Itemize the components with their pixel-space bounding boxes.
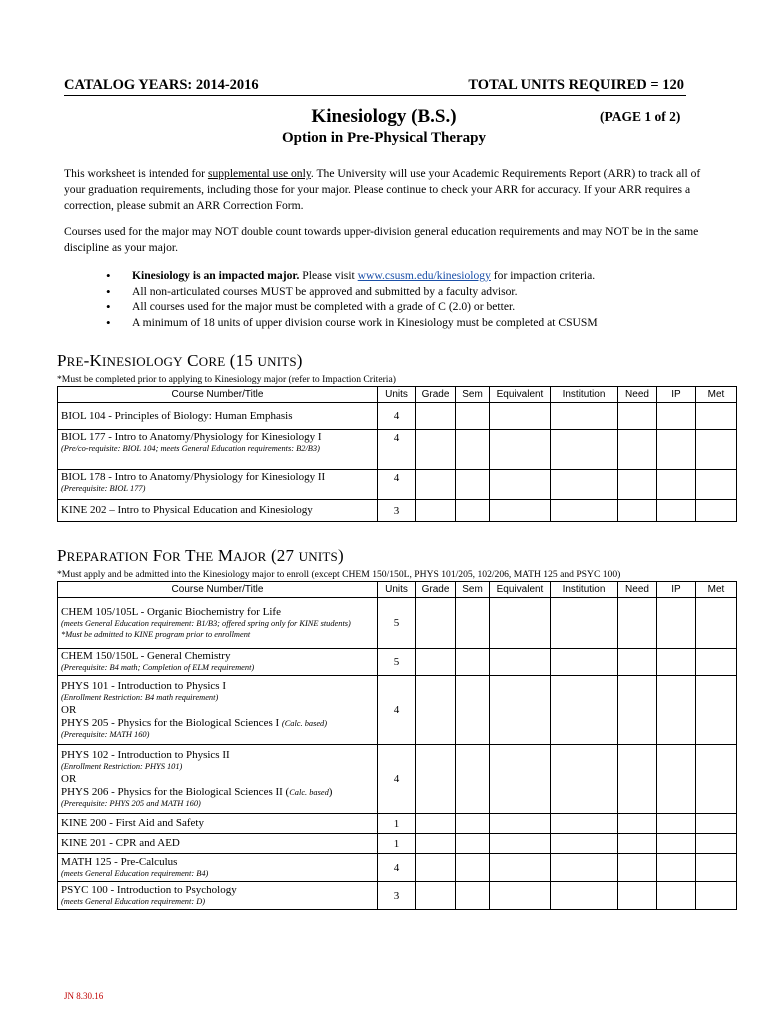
equivalent-cell[interactable] bbox=[490, 500, 551, 522]
prep-table bbox=[57, 581, 737, 910]
sem-cell[interactable] bbox=[456, 676, 490, 745]
sem-cell[interactable] bbox=[456, 430, 490, 470]
need-cell[interactable] bbox=[618, 854, 657, 882]
col-equivalent: Equivalent bbox=[490, 582, 551, 598]
intro-paragraph-1 bbox=[64, 166, 714, 214]
ip-cell[interactable] bbox=[657, 814, 696, 834]
core-table bbox=[57, 386, 737, 522]
equivalent-cell[interactable] bbox=[490, 430, 551, 470]
sem-cell[interactable] bbox=[456, 470, 490, 500]
met-cell[interactable] bbox=[696, 470, 737, 500]
met-cell[interactable] bbox=[696, 430, 737, 470]
equivalent-cell[interactable] bbox=[490, 403, 551, 430]
page-number: (PAGE 1 of 2) bbox=[600, 109, 681, 124]
table-row bbox=[58, 500, 737, 522]
equivalent-cell[interactable] bbox=[490, 598, 551, 649]
course-note: *Must be admitted to KINE program prior to enrollment bbox=[61, 629, 251, 639]
catalog-years: CATALOG YEARS: 2014-2016 bbox=[64, 77, 259, 93]
grade-cell[interactable] bbox=[416, 649, 456, 676]
units-cell: 1 bbox=[378, 814, 416, 834]
col-course: Course Number/Title bbox=[58, 387, 378, 403]
table-row bbox=[58, 854, 737, 882]
grade-cell[interactable] bbox=[416, 676, 456, 745]
course-name: KINE 200 - First Aid and Safety bbox=[61, 817, 204, 829]
units-cell: 3 bbox=[378, 882, 416, 910]
col-units: Units bbox=[378, 387, 416, 403]
col-met: Met bbox=[696, 582, 737, 598]
need-cell[interactable] bbox=[618, 814, 657, 834]
table-row bbox=[58, 676, 737, 745]
need-cell[interactable] bbox=[618, 403, 657, 430]
or-separator: OR bbox=[61, 772, 77, 785]
need-cell[interactable] bbox=[618, 676, 657, 745]
col-need: Need bbox=[618, 582, 657, 598]
met-cell[interactable] bbox=[696, 649, 737, 676]
met-cell[interactable] bbox=[696, 598, 737, 649]
course-cell bbox=[58, 500, 378, 522]
met-cell[interactable] bbox=[696, 882, 737, 910]
equivalent-cell[interactable] bbox=[490, 649, 551, 676]
equivalent-cell[interactable] bbox=[490, 676, 551, 745]
institution-cell[interactable] bbox=[551, 882, 618, 910]
course-name: PHYS 101 - Introduction to Physics I bbox=[61, 680, 226, 692]
page-subtitle: Option in Pre-Physical Therapy bbox=[281, 130, 487, 146]
grade-cell[interactable] bbox=[416, 814, 456, 834]
kinesiology-link[interactable]: www.csusm.edu/kinesiology bbox=[357, 269, 491, 282]
course-note: (meets General Education requirement: B4) bbox=[61, 868, 209, 878]
col-need: Need bbox=[618, 387, 657, 403]
col-sem: Sem bbox=[456, 582, 490, 598]
ip-cell[interactable] bbox=[657, 854, 696, 882]
grade-cell[interactable] bbox=[416, 403, 456, 430]
need-cell[interactable] bbox=[618, 834, 657, 854]
course-cell bbox=[58, 882, 378, 910]
institution-cell[interactable] bbox=[551, 834, 618, 854]
table-row bbox=[58, 470, 737, 500]
intro-text: This worksheet is intended for bbox=[64, 167, 208, 180]
list-text: for impaction criteria. bbox=[490, 269, 596, 282]
course-name: KINE 202 – Intro to Physical Education and Kinesiology bbox=[61, 504, 313, 516]
course-name: BIOL 178 - Intro to Anatomy/Physiology for Kinesiology II bbox=[61, 471, 326, 483]
equivalent-cell[interactable] bbox=[490, 882, 551, 910]
equivalent-cell[interactable] bbox=[490, 745, 551, 814]
ip-cell[interactable] bbox=[657, 834, 696, 854]
course-cell bbox=[58, 854, 378, 882]
course-note: (meets General Education requirement: B1/B3; offered spring only for KINE students) bbox=[61, 619, 351, 628]
table-row bbox=[58, 403, 737, 430]
sem-cell[interactable] bbox=[456, 814, 490, 834]
col-grade: Grade bbox=[416, 387, 456, 403]
need-cell[interactable] bbox=[618, 882, 657, 910]
equivalent-cell[interactable] bbox=[490, 854, 551, 882]
units-cell: 5 bbox=[378, 649, 416, 676]
col-grade: Grade bbox=[416, 582, 456, 598]
met-cell[interactable] bbox=[696, 403, 737, 430]
course-name: CHEM 150/150L - General Chemistry bbox=[61, 650, 231, 663]
grade-cell[interactable] bbox=[416, 882, 456, 910]
met-cell[interactable] bbox=[696, 500, 737, 522]
table-row bbox=[58, 745, 737, 814]
units-cell: 4 bbox=[378, 854, 416, 882]
grade-cell[interactable] bbox=[416, 854, 456, 882]
footer-revision: JN 8.30.16 bbox=[64, 991, 104, 1001]
intro-underline: supplemental use only bbox=[207, 167, 311, 180]
col-met: Met bbox=[696, 387, 737, 403]
course-note: (Prerequisite: BIOL 177) bbox=[61, 484, 146, 493]
course-name: KINE 201 - CPR and AED bbox=[61, 837, 180, 849]
course-note: (Prerequisite: MATH 160) bbox=[61, 729, 150, 739]
sem-cell[interactable] bbox=[456, 500, 490, 522]
need-cell[interactable] bbox=[618, 745, 657, 814]
sem-cell[interactable] bbox=[456, 649, 490, 676]
ip-cell[interactable] bbox=[657, 649, 696, 676]
table-row bbox=[58, 882, 737, 910]
course-cell bbox=[58, 598, 378, 649]
met-cell[interactable] bbox=[696, 814, 737, 834]
institution-cell[interactable] bbox=[551, 676, 618, 745]
units-cell: 4 bbox=[378, 430, 416, 470]
course-name-alt: PHYS 206 - Physics for the Biological Sciences II (Calc. based) bbox=[61, 785, 333, 798]
ip-cell[interactable] bbox=[657, 745, 696, 814]
table-row bbox=[58, 430, 737, 470]
units-cell: 5 bbox=[378, 598, 416, 649]
list-item bbox=[64, 268, 714, 284]
ip-cell[interactable] bbox=[657, 403, 696, 430]
grade-cell[interactable] bbox=[416, 430, 456, 470]
course-name: PSYC 100 - Introduction to Psychology bbox=[61, 883, 237, 896]
notice-list bbox=[64, 268, 714, 330]
course-note: (Prerequisite: PHYS 205 and MATH 160) bbox=[61, 798, 201, 808]
course-cell bbox=[58, 814, 378, 834]
course-cell bbox=[58, 403, 378, 430]
sem-cell[interactable] bbox=[456, 745, 490, 814]
institution-cell[interactable] bbox=[551, 470, 618, 500]
course-cell bbox=[58, 430, 378, 470]
list-text: Please visit bbox=[299, 269, 358, 282]
institution-cell[interactable] bbox=[551, 430, 618, 470]
units-cell: 4 bbox=[378, 403, 416, 430]
course-cell bbox=[58, 649, 378, 676]
sem-cell[interactable] bbox=[456, 598, 490, 649]
met-cell[interactable] bbox=[696, 834, 737, 854]
or-separator: OR bbox=[61, 703, 77, 716]
ip-cell[interactable] bbox=[657, 430, 696, 470]
col-ip: IP bbox=[657, 387, 696, 403]
course-cell bbox=[58, 745, 378, 814]
equivalent-cell[interactable] bbox=[490, 470, 551, 500]
ip-cell[interactable] bbox=[657, 676, 696, 745]
institution-cell[interactable] bbox=[551, 854, 618, 882]
ip-cell[interactable] bbox=[657, 598, 696, 649]
prep-note: *Must apply and be admitted into the Kinesiology major to enroll (except CHEM 150/150L, PHYS 101/205, 102/206, MATH 125 and PSYC 100) bbox=[57, 569, 621, 580]
intro-paragraph-2: Courses used for the major may NOT double count towards upper-division general education requirements and may NOT be in the same discipline as your major. bbox=[64, 225, 699, 254]
sem-cell[interactable] bbox=[456, 882, 490, 910]
course-cell bbox=[58, 470, 378, 500]
units-cell: 4 bbox=[378, 676, 416, 745]
course-name: PHYS 102 - Introduction to Physics II bbox=[61, 749, 230, 761]
table-row bbox=[58, 598, 737, 649]
sem-cell[interactable] bbox=[456, 854, 490, 882]
course-note: (Prerequisite: B4 math; Completion of ELM requirement) bbox=[61, 663, 255, 673]
col-institution: Institution bbox=[551, 582, 618, 598]
course-name: BIOL 177 - Intro to Anatomy/Physiology for Kinesiology I bbox=[61, 431, 322, 443]
institution-cell[interactable] bbox=[551, 500, 618, 522]
course-note: (Pre/co-requisite: BIOL 104; meets General Education requirements: B2/B3) bbox=[61, 444, 320, 453]
institution-cell[interactable] bbox=[551, 814, 618, 834]
prep-section-title: PREPARATION FOR THE MAJOR (27 UNITS) bbox=[57, 546, 344, 565]
grade-cell[interactable] bbox=[416, 598, 456, 649]
intro-text-rest: . The University will use your Academic Requirements Report (ARR) to track all of your graduation requirements, including those for your major. Please continue to check your ARR for accuracy. If your ARR requires a correction, please submit an ARR Correction Form. bbox=[64, 167, 701, 212]
table-header-row bbox=[58, 582, 737, 598]
table-header-row bbox=[58, 387, 737, 403]
equivalent-cell[interactable] bbox=[490, 814, 551, 834]
core-section-title: PRE-KINESIOLOGY CORE (15 UNITS) bbox=[57, 351, 303, 370]
table-row bbox=[58, 834, 737, 854]
col-equivalent: Equivalent bbox=[490, 387, 551, 403]
units-cell: 4 bbox=[378, 470, 416, 500]
total-units: TOTAL UNITS REQUIRED = 120 bbox=[468, 77, 684, 93]
grade-cell[interactable] bbox=[416, 470, 456, 500]
need-cell[interactable] bbox=[618, 470, 657, 500]
institution-cell[interactable] bbox=[551, 598, 618, 649]
need-cell[interactable] bbox=[618, 649, 657, 676]
institution-cell[interactable] bbox=[551, 745, 618, 814]
ip-cell[interactable] bbox=[657, 470, 696, 500]
institution-cell[interactable] bbox=[551, 403, 618, 430]
col-ip: IP bbox=[657, 582, 696, 598]
course-name: BIOL 104 - Principles of Biology: Human Emphasis bbox=[61, 409, 293, 422]
table-row bbox=[58, 649, 737, 676]
course-note: (Enrollment Restriction: PHYS 101) bbox=[61, 762, 183, 771]
sem-cell[interactable] bbox=[456, 403, 490, 430]
need-cell[interactable] bbox=[618, 430, 657, 470]
met-cell[interactable] bbox=[696, 745, 737, 814]
impacted-notice: Kinesiology is an impacted major. bbox=[132, 269, 300, 282]
course-name-alt: PHYS 205 - Physics for the Biological Sciences I (Calc. based) bbox=[61, 716, 328, 729]
page-title: Kinesiology (B.S.) bbox=[311, 106, 457, 127]
ip-cell[interactable] bbox=[657, 882, 696, 910]
course-cell bbox=[58, 676, 378, 745]
list-item: • A minimum of 18 units of upper division course work in Kinesiology must be completed at CSUSM bbox=[64, 315, 714, 331]
grade-cell[interactable] bbox=[416, 745, 456, 814]
core-note: *Must be completed prior to applying to Kinesiology major (refer to Impaction Criteria) bbox=[57, 374, 396, 385]
course-name: MATH 125 - Pre-Calculus bbox=[61, 855, 178, 868]
list-item: • All non-articulated courses MUST be approved and submitted by a faculty advisor. bbox=[64, 284, 714, 300]
table-row bbox=[58, 814, 737, 834]
col-course: Course Number/Title bbox=[58, 582, 378, 598]
grade-cell[interactable] bbox=[416, 834, 456, 854]
header-bar bbox=[64, 77, 686, 96]
equivalent-cell[interactable] bbox=[490, 834, 551, 854]
col-institution: Institution bbox=[551, 387, 618, 403]
institution-cell[interactable] bbox=[551, 649, 618, 676]
met-cell[interactable] bbox=[696, 854, 737, 882]
need-cell[interactable] bbox=[618, 500, 657, 522]
course-note: (Enrollment Restriction: B4 math requirement) bbox=[61, 693, 219, 702]
grade-cell[interactable] bbox=[416, 500, 456, 522]
col-sem: Sem bbox=[456, 387, 490, 403]
need-cell[interactable] bbox=[618, 598, 657, 649]
list-item: • All courses used for the major must be completed with a grade of C (2.0) or better. bbox=[64, 299, 714, 315]
met-cell[interactable] bbox=[696, 676, 737, 745]
units-cell: 4 bbox=[378, 745, 416, 814]
units-cell: 1 bbox=[378, 834, 416, 854]
course-cell bbox=[58, 834, 378, 854]
units-cell: 3 bbox=[378, 500, 416, 522]
sem-cell[interactable] bbox=[456, 834, 490, 854]
course-name: CHEM 105/105L - Organic Biochemistry for Life bbox=[61, 606, 281, 618]
course-note: (meets General Education requirement: D) bbox=[61, 896, 206, 906]
ip-cell[interactable] bbox=[657, 500, 696, 522]
col-units: Units bbox=[378, 582, 416, 598]
